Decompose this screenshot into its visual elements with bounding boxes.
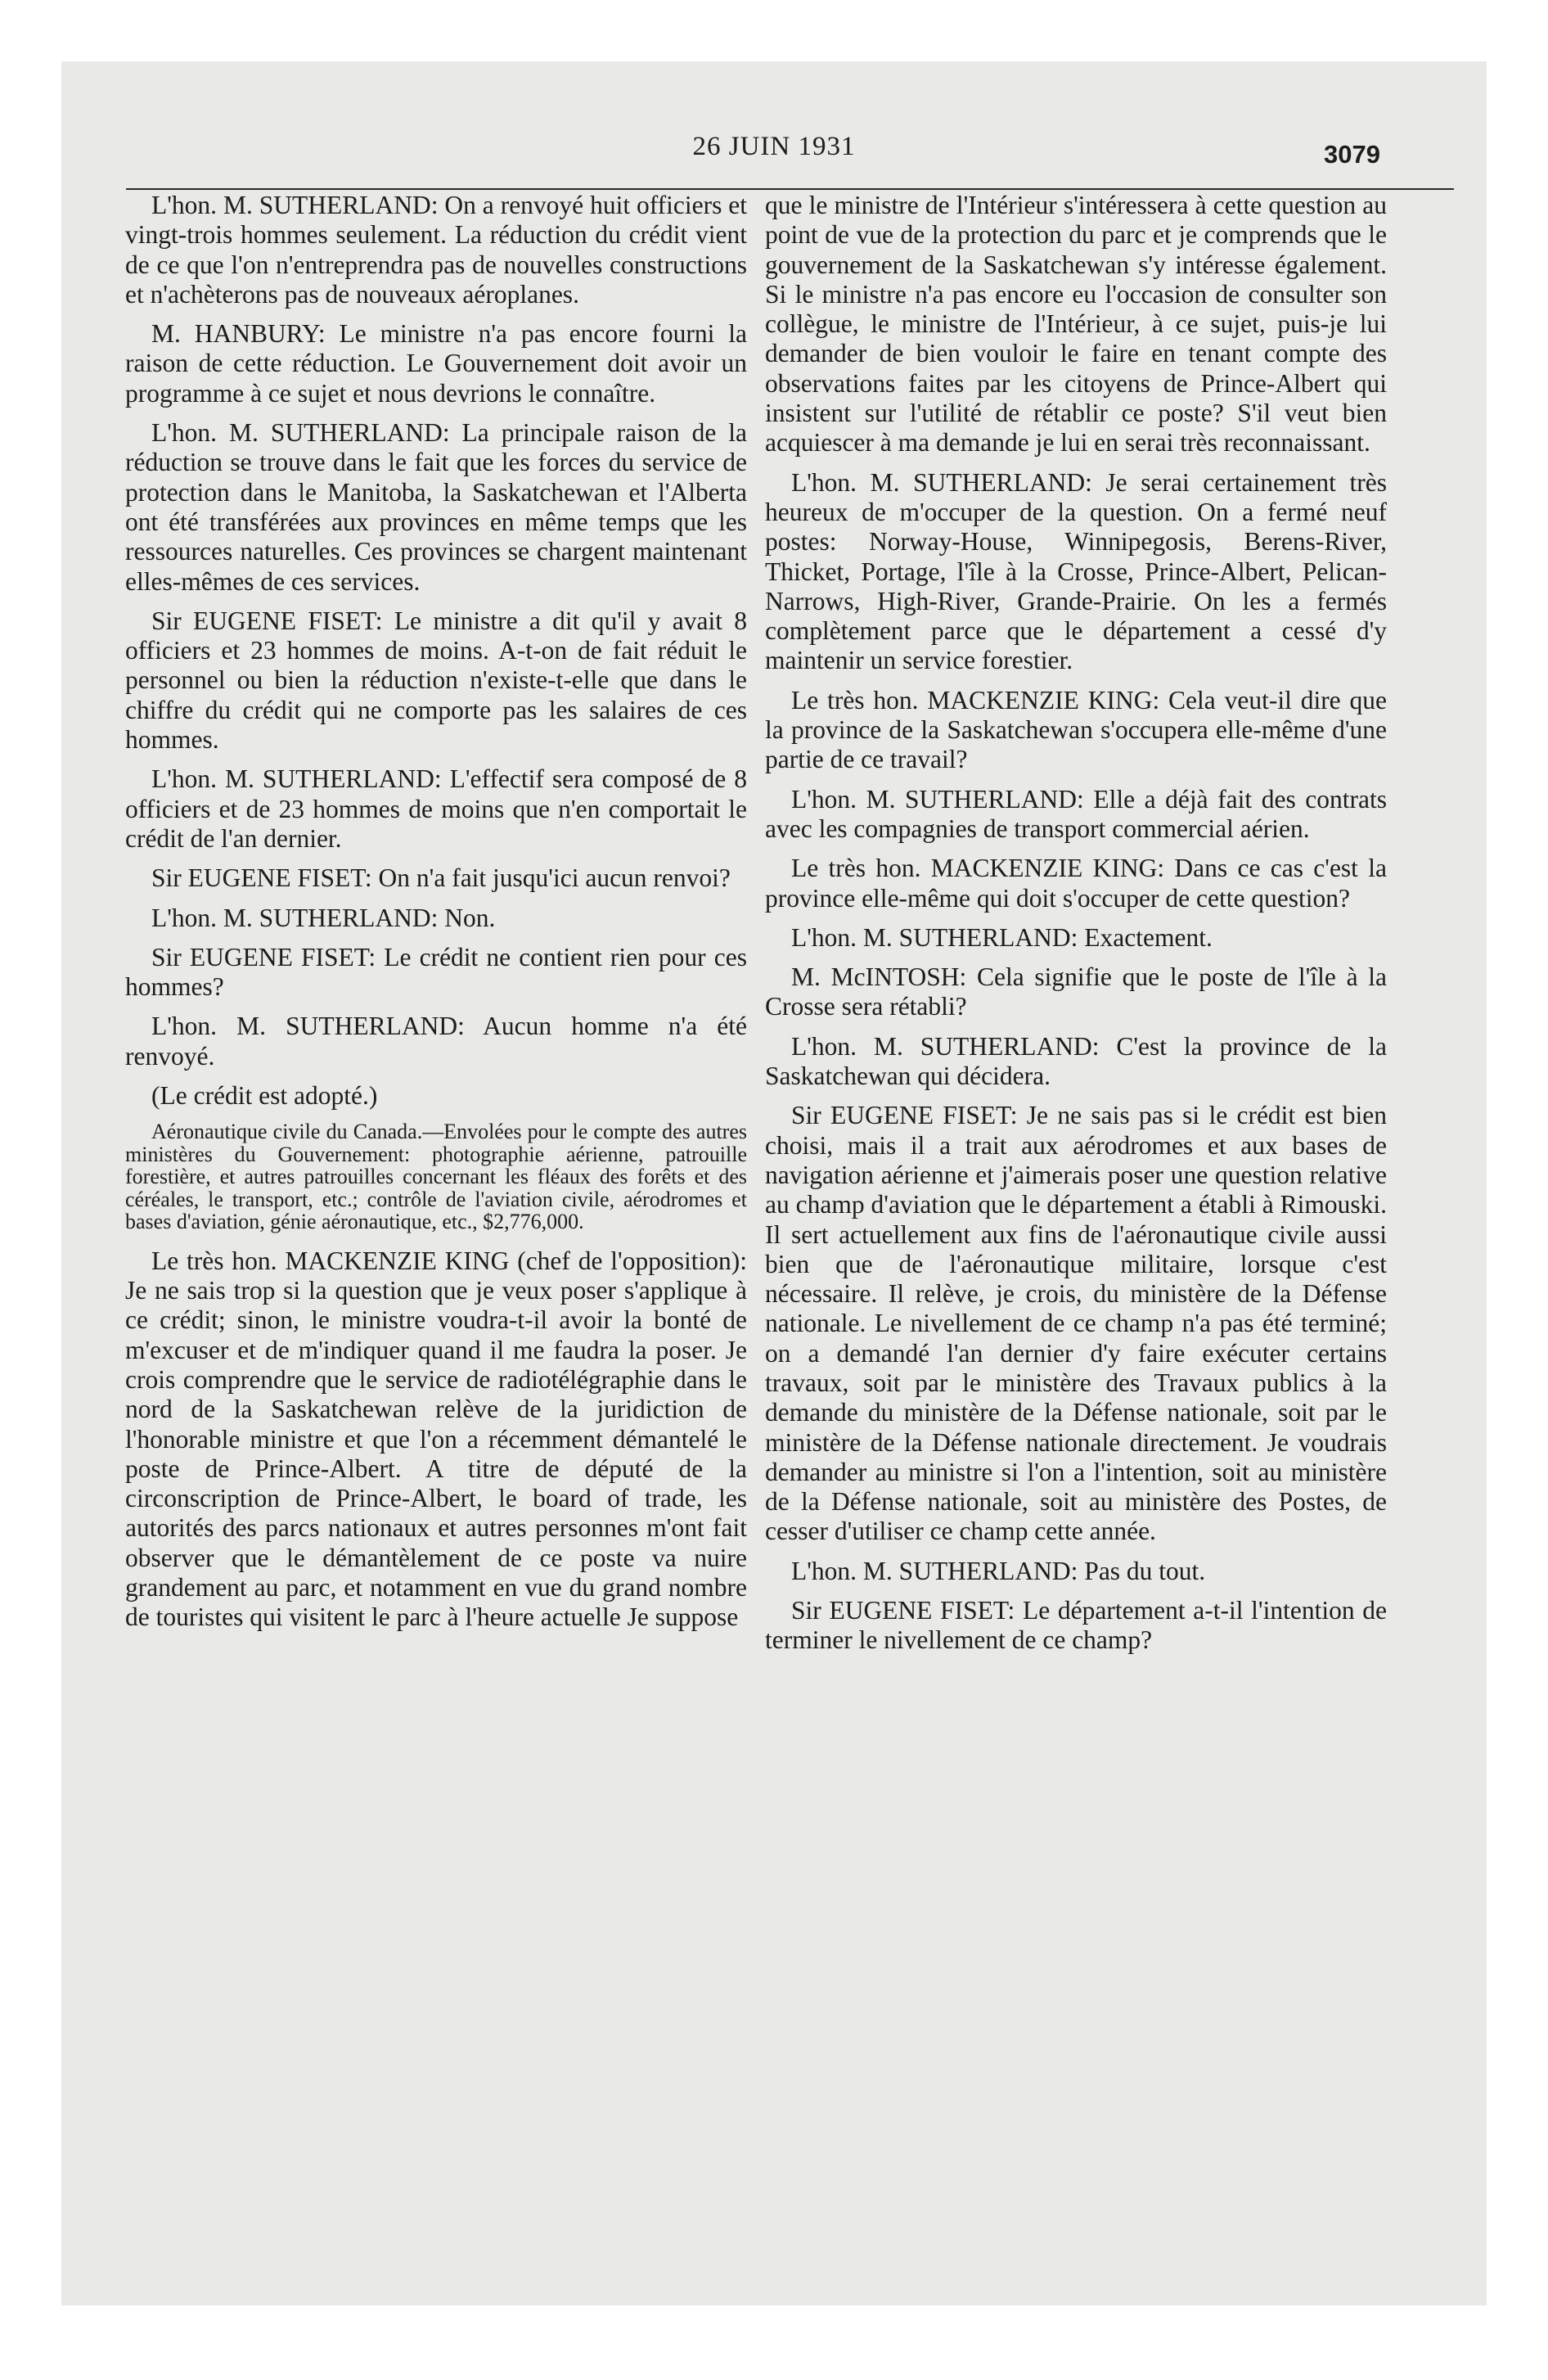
- paragraph: L'hon. M. SUTHERLAND: Aucun homme n'a été renvoyé.: [125, 1012, 747, 1071]
- page-header: [61, 128, 1487, 169]
- paragraph: Sir EUGENE FISET: Le crédit ne contient rien pour ces hommes?: [125, 942, 747, 1002]
- paragraph: Sir EUGENE FISET: Je ne sais pas si le crédit est bien choisi, mais il a trait aux aérodromes et aux bases de navigation aérienne et j'aimerais poser une question relative au champ d'aviation que le département a établi à Rimouski. Il sert actuellement aux fins de l'aéronautique civile aussi bien que de l'aéronautique militaire, lorsque c'est nécessaire. Il relève, je crois, du ministère de la Défense nationale. Le nivellement de ce champ n'a pas été terminé; on a demandé l'an dernier d'y faire exécuter certains travaux, soit par le ministère des Travaux publics à la demande du ministère de la Défense nationale, soit par le ministère de la Défense nationale directement. Je voudrais demander au ministre si l'on a l'intention, soit au ministère de la Défense nationale, soit au ministère des Postes, de cesser d'utiliser ce champ cette année.: [765, 1101, 1387, 1546]
- right-column: [765, 191, 1387, 1666]
- paragraph: Le très hon. MACKENZIE KING: Cela veut-il dire que la province de la Saskatchewan s'occupera elle-même d'une partie de ce travail?: [765, 685, 1387, 774]
- budget-item: Aéronautique civile du Canada.—Envolées pour le compte des autres ministères du Gouvernement: photographie aérienne, patrouille forestière, et autres patrouilles concernant les fléaux des forêts et des céréales, le transport, etc.; contrôle de l'aviation civile, aérodromes et bases d'aviation, génie aéronautique, etc., $2,776,000.: [125, 1120, 747, 1234]
- paragraph: M. HANBURY: Le ministre n'a pas encore fourni la raison de cette réduction. Le Gouvernement doit avoir un programme à ce sujet et nous devrions le connaître.: [125, 319, 747, 408]
- page-number: 3079: [1324, 140, 1380, 169]
- paragraph: Sir EUGENE FISET: Le département a-t-il l'intention de terminer le nivellement de ce champ?: [765, 1596, 1387, 1655]
- document-page: [61, 61, 1487, 2306]
- paragraph: Le très hon. MACKENZIE KING: Dans ce cas c'est la province elle-même qui doit s'occuper de cette question?: [765, 854, 1387, 913]
- header-rule: [126, 188, 1454, 190]
- paragraph: Sir EUGENE FISET: On n'a fait jusqu'ici aucun renvoi?: [151, 863, 731, 893]
- paragraph: M. McINTOSH: Cela signifie que le poste de l'île à la Crosse sera rétabli?: [765, 962, 1387, 1021]
- paragraph: Le très hon. MACKENZIE KING (chef de l'opposition): Je ne sais trop si la question que je veux poser s'applique à ce crédit; sinon, le ministre voudra-t-il avoir la bonté de m'excuser et de m'indiquer quand il me faudra la poser. Je crois comprendre que le service de radiotélégraphie dans le nord de la Saskatchewan relève de la juridiction de l'honorable ministre et que l'on a récemment démantelé le poste de Prince-Albert. A titre de député de la circonscription de Prince-Albert, le board of trade, les autorités des parcs nationaux et autres personnes m'ont fait observer que le démantèlement de ce poste va nuire grandement au parc, et notamment en vue du grand nombre de touristes qui visitent le parc à l'heure actuelle Je suppose: [125, 1246, 747, 1632]
- vote-note: (Le crédit est adopté.): [151, 1081, 378, 1111]
- paragraph: Sir EUGENE FISET: Le ministre a dit qu'il y avait 8 officiers et 23 hommes de moins. A-t-on de fait réduit le personnel ou bien la réduction n'existe-t-elle que dans le chiffre du crédit qui ne comporte pas les salaires de ces hommes.: [125, 606, 747, 755]
- page-date: 26 JUIN 1931: [692, 132, 856, 161]
- paragraph: L'hon. M. SUTHERLAND: La principale raison de la réduction se trouve dans le fait que les forces du service de protection dans le Manitoba, la Saskatchewan et l'Alberta ont été transférées aux provinces en même temps que les ressources naturelles. Ces provinces se chargent maintenant elles-mêmes de ces services.: [125, 418, 747, 596]
- left-column: [125, 191, 747, 1643]
- paragraph: L'hon. M. SUTHERLAND: C'est la province de la Saskatchewan qui décidera.: [765, 1031, 1387, 1091]
- paragraph: L'hon. M. SUTHERLAND: Non.: [151, 903, 496, 932]
- paragraph: que le ministre de l'Intérieur s'intéressera à cette question au point de vue de la protection du parc et je comprends que le gouvernement de la Saskatchewan s'y intéresse également. Si le ministre n'a pas encore eu l'occasion de consulter son collègue, le ministre de l'Intérieur, à ce sujet, puis-je lui demander de bien vouloir le faire en tenant compte des observations faites par les citoyens de Prince-Albert qui insistent sur l'utilité de rétablir ce poste? S'il veut bien acquiescer à ma demande je lui en serai très reconnaissant.: [765, 191, 1387, 458]
- paragraph: L'hon. M. SUTHERLAND: Pas du tout.: [791, 1556, 1206, 1585]
- paragraph: L'hon. M. SUTHERLAND: L'effectif sera composé de 8 officiers et de 23 hommes de moins que n'en comportait le crédit de l'an dernier.: [125, 764, 747, 853]
- paragraph: L'hon. M. SUTHERLAND: Elle a déjà fait des contrats avec les compagnies de transport commercial aérien.: [765, 784, 1387, 843]
- paragraph: L'hon. M. SUTHERLAND: Je serai certainement très heureux de m'occuper de la question. On a fermé neuf postes: Norway-House, Winnipegosis, Berens-River, Thicket, Portage, l'île à la Crosse, Prince-Albert, Pelican-Narrows, High-River, Grande-Prairie. On les a fermés complètement parce que le département a cessé d'y maintenir un service forestier.: [765, 467, 1387, 675]
- paragraph: L'hon. M. SUTHERLAND: Exactement.: [791, 922, 1213, 952]
- paragraph: L'hon. M. SUTHERLAND: On a renvoyé huit officiers et vingt-trois hommes seulement. La réduction du crédit vient de ce que l'on n'entreprendra pas de nouvelles constructions et n'achèterons pas de nouveaux aéroplanes.: [125, 191, 747, 309]
